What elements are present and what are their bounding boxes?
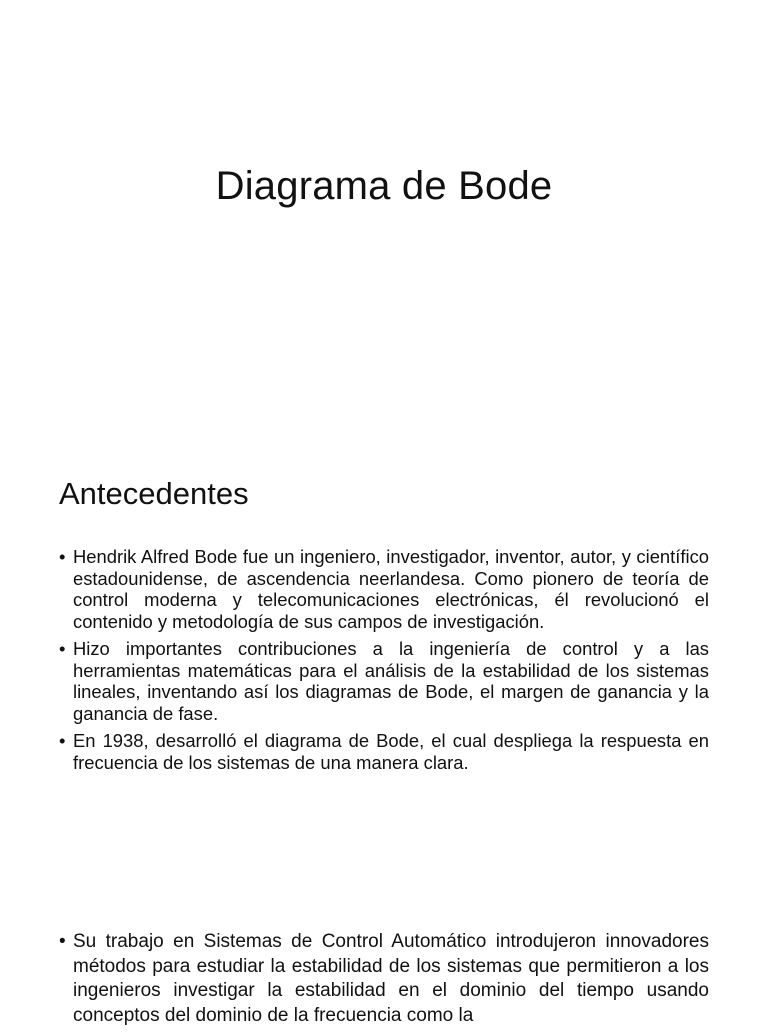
bullet-dot-icon: • xyxy=(59,931,66,952)
continuation-slide xyxy=(0,860,768,1024)
bullet-list xyxy=(59,546,709,779)
bullet-item xyxy=(59,930,709,1028)
bullet-text: Hendrik Alfred Bode fue un ingeniero, investigador, inventor, autor, y científico estadounidense, de ascendencia neerlandesa. Como pionero de teoría de control moderna y telecomunicaciones electrónicas, él revolucionó el contenido y metodología de sus campos de investigación. xyxy=(73,546,709,632)
bullet-text: Su trabajo en Sistemas de Control Automático introdujeron innovadores métodos para estudiar la estabilidad de los sistemas que permitieron a los ingenieros investigar la estabilidad en el dominio del tiempo usando conceptos del dominio de la frecuencia como la xyxy=(73,931,709,1026)
bullet-dot-icon: • xyxy=(59,546,66,567)
bullet-item xyxy=(59,546,709,632)
bullet-list xyxy=(59,930,709,1034)
bullet-dot-icon: • xyxy=(59,730,66,751)
bullet-item xyxy=(59,638,709,724)
presentation-title: Diagrama de Bode xyxy=(215,164,553,208)
bullet-item xyxy=(59,730,709,773)
bullet-text: Hizo importantes contribuciones a la ingeniería de control y a las herramientas matemáticas para el análisis de la estabilidad de los sistemas lineales, inventando así los diagramas de Bode, el margen de ganancia y la ganancia de fase. xyxy=(73,638,709,724)
bullet-dot-icon: • xyxy=(59,638,66,659)
title-slide xyxy=(0,0,768,440)
antecedentes-slide xyxy=(0,440,768,860)
bullet-text: En 1938, desarrolló el diagrama de Bode, el cual despliega la respuesta en frecuencia de los sistemas de una manera clara. xyxy=(73,730,709,773)
section-heading: Antecedentes xyxy=(59,476,249,511)
